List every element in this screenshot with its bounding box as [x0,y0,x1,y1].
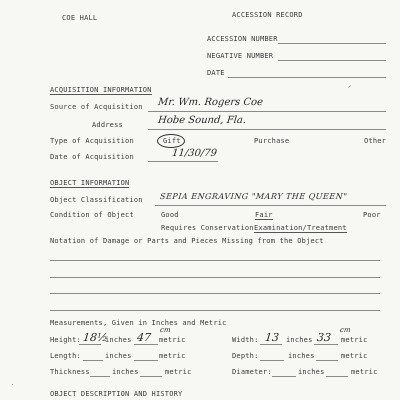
date-label: DATE [207,69,225,77]
date-acquisition-field[interactable] [148,161,218,162]
width-label: Width: [232,336,259,344]
length-metric-field[interactable] [134,360,158,361]
thickness-metric-field[interactable] [140,376,162,377]
length-metric-unit: metric [159,352,186,360]
damage-line-2[interactable] [50,277,380,278]
acquisition-section-title: ACQUISITION INFORMATION [50,86,152,94]
address-value: Hobe Sound, Fla. [157,115,247,126]
damage-line-4[interactable] [50,310,380,311]
source-field[interactable] [148,111,386,112]
scan-speck [12,384,13,385]
width-inches-field[interactable] [260,344,282,345]
date-acquisition-value: 11/30/79 [171,148,218,159]
condition-label: Condition of Object [50,211,134,219]
length-label: Length: [50,352,81,360]
damage-line-3[interactable] [50,293,380,294]
width-metric-unit: metric [341,336,368,344]
diameter-metric-unit: metric [351,368,378,376]
diameter-metric-field[interactable] [326,376,348,377]
length-inches-unit: inches [105,352,132,360]
depth-inches-unit: inches [288,352,315,360]
type-option-gift[interactable]: Gift [163,137,181,145]
length-inches-field[interactable] [83,360,103,361]
classification-label: Object Classification [50,196,143,204]
accession-number-label: ACCESSION NUMBER [207,35,278,43]
height-inches-unit: inches [105,336,132,344]
type-option-other[interactable]: Other [364,137,387,145]
condition-option-poor[interactable]: Poor [363,211,381,219]
thickness-label: Thickness [50,368,90,376]
source-value: Mr. Wm. Rogers Coe [157,97,264,108]
description-section-title: OBJECT DESCRIPTION AND HISTORY [50,390,183,398]
form-title: ACCESSION RECORD [232,11,303,19]
height-metric-field[interactable] [134,344,158,345]
thickness-inches-unit: inches [112,368,139,376]
type-label: Type of Acquisition [50,137,134,145]
condition-option-fair[interactable]: Fair [255,211,273,219]
address-label: Address [92,121,123,129]
height-metric-unit: metric [159,336,186,344]
depth-label: Depth: [232,352,259,360]
date-acquisition-label: Date of Acquisition [50,153,134,161]
damage-label: Notation of Damage or Parts and Pieces Missing from the Object [50,237,324,245]
depth-metric-field[interactable] [316,360,338,361]
diameter-inches-field[interactable] [272,376,296,377]
height-inches-field[interactable] [79,344,101,345]
width-metric-value: 33 [316,331,332,344]
diameter-inches-unit: inches [298,368,325,376]
thickness-inches-field[interactable] [90,376,110,377]
width-metric-extra: cm [339,326,351,334]
measurements-title: Measurements, Given in Inches and Metric [50,319,227,327]
classification-value: SEPIA ENGRAVING "MARY THE QUEEN" [159,192,348,201]
scan-speck [348,85,351,88]
conservation-choice[interactable]: Examination/Treatment [254,224,347,232]
accession-number-field[interactable] [278,43,386,44]
depth-inches-field[interactable] [260,360,284,361]
negative-number-label: NEGATIVE NUMBER [207,52,274,60]
width-metric-field[interactable] [314,344,338,345]
width-inches-value: 13 [264,331,280,344]
source-label: Source of Acquisition [50,103,143,111]
conservation-label: Requires Conservation [161,224,254,232]
height-metric-extra: cm [159,326,171,334]
diameter-label: Diameter: [232,368,272,376]
damage-line-1[interactable] [50,260,380,261]
date-field[interactable] [228,77,386,78]
height-label: Height: [50,336,81,344]
depth-metric-unit: metric [341,352,368,360]
thickness-metric-unit: metric [165,368,192,376]
height-metric-value: 47 [136,331,152,344]
condition-option-good[interactable]: Good [161,211,179,219]
address-field[interactable] [148,129,386,130]
negative-number-field[interactable] [278,60,386,61]
type-option-purchase[interactable]: Purchase [254,137,290,145]
hall-name: COE HALL [62,14,98,22]
width-inches-unit: inches [286,336,313,344]
classification-field[interactable] [155,205,386,206]
object-section-title: OBJECT INFORMATION [50,179,130,187]
height-inches-value: 18½ [82,331,109,344]
